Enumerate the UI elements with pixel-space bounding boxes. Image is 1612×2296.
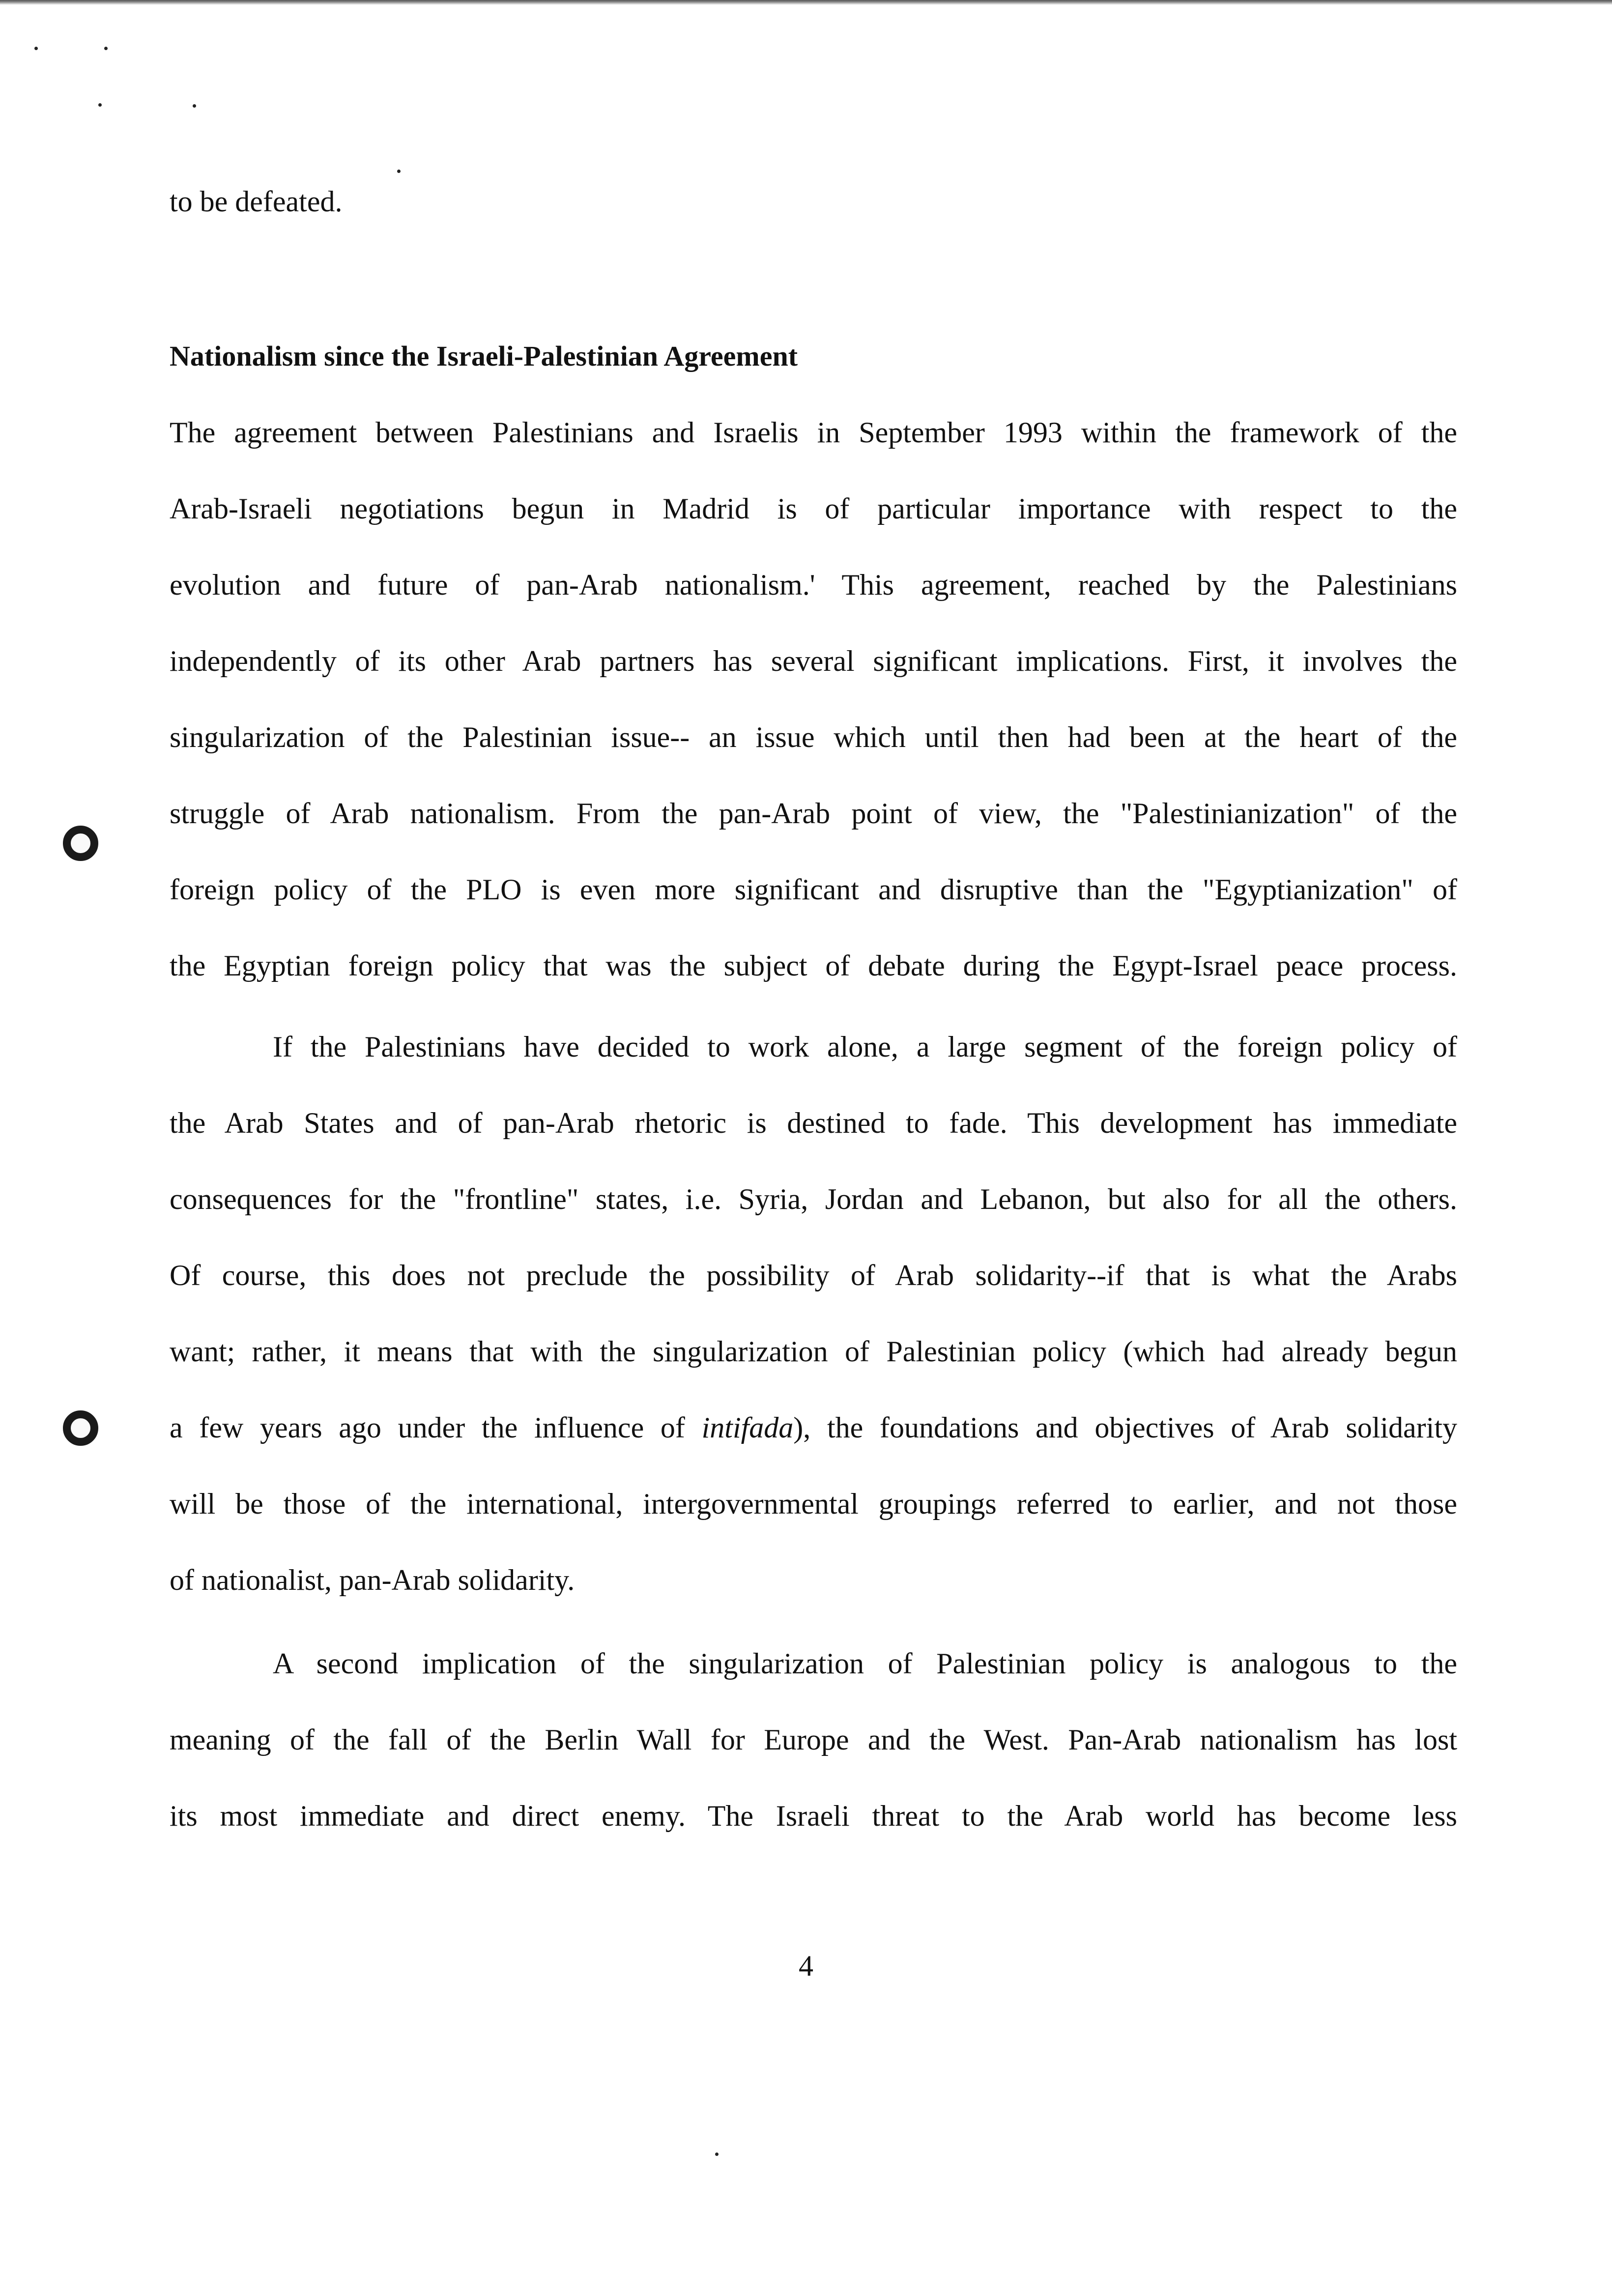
scan-speck [34, 47, 38, 50]
paragraph-line: evolution and future of pan-Arab nationalism.' This agreement, reached by the Palestinians [170, 569, 1457, 601]
scan-speck [397, 170, 401, 173]
scan-top-edge [0, 0, 1612, 5]
paragraph-line: Of course, this does not preclude the possibility of Arab solidarity--if that is what the Arabs [170, 1259, 1457, 1292]
page-number: 4 [799, 1950, 813, 1982]
paragraph-line: consequences for the "frontline" states, i.e. Syria, Jordan and Lebanon, but also for all the others. [170, 1183, 1457, 1215]
paragraph-line-intifada [170, 1408, 1457, 1447]
paragraph-line: struggle of Arab nationalism. From the pan-Arab point of view, the "Palestinianization" of the [170, 797, 1457, 830]
binder-hole-icon [63, 1410, 98, 1446]
text-span: ), the foundations and objectives of Arab solidarity [793, 1411, 1457, 1444]
section-heading: Nationalism since the Israeli-Palestinian Agreement [170, 340, 798, 372]
scan-speck [104, 47, 108, 50]
paragraph-line: of nationalist, pan-Arab solidarity. [170, 1564, 575, 1596]
scan-speck [98, 103, 102, 107]
binder-hole-icon [63, 826, 98, 861]
carryover-line: to be defeated. [170, 185, 343, 218]
paragraph-line: will be those of the international, intergovernmental groupings referred to earlier, and not those [170, 1488, 1457, 1520]
paragraph-line: the Egyptian foreign policy that was the subject of debate during the Egypt-Israel peace process. [170, 949, 1457, 982]
paragraph-line: A second implication of the singularization of Palestinian policy is analogous to the [273, 1647, 1457, 1680]
paragraph-line: meaning of the fall of the Berlin Wall for Europe and the West. Pan-Arab nationalism has lost [170, 1723, 1457, 1756]
paragraph-line: its most immediate and direct enemy. The Israeli threat to the Arab world has become less [170, 1800, 1457, 1832]
paragraph-line: If the Palestinians have decided to work alone, a large segment of the foreign policy of [273, 1031, 1457, 1063]
paragraph-line: Arab-Israeli negotiations begun in Madrid is of particular importance with respect to the [170, 492, 1457, 525]
paragraph-line: the Arab States and of pan-Arab rhetoric is destined to fade. This development has immediate [170, 1107, 1457, 1139]
italic-term: intifada [701, 1411, 794, 1444]
paragraph-line: independently of its other Arab partners has several significant implications. First, it involves the [170, 645, 1457, 677]
paragraph-line: foreign policy of the PLO is even more significant and disruptive than the "Egyptianization" of [170, 873, 1457, 906]
paragraph-line: singularization of the Palestinian issue-- an issue which until then had been at the heart of the [170, 721, 1457, 753]
paragraph-line: want; rather, it means that with the singularization of Palestinian policy (which had already begun [170, 1335, 1457, 1368]
scan-speck [193, 104, 196, 108]
scan-speck [715, 2152, 719, 2156]
text-span: a few years ago under the influence of [170, 1411, 702, 1444]
paragraph-line: The agreement between Palestinians and Israelis in September 1993 within the framework of the [170, 416, 1457, 449]
